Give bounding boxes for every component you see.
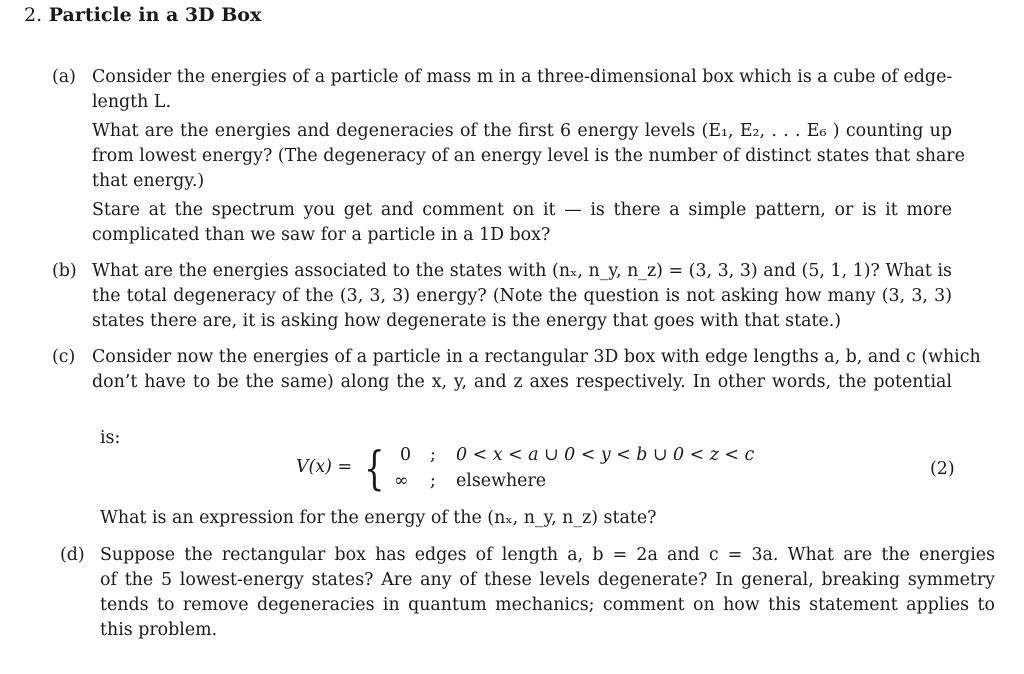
is-label: is: xyxy=(100,428,121,448)
part-a-line: length L. xyxy=(92,92,171,112)
part-b-line: states there are, it is asking how degenerate is the energy that goes with that state.) xyxy=(92,311,842,331)
part-a-line: that energy.) xyxy=(92,171,205,191)
part-b-label: (b) xyxy=(52,261,77,281)
part-c-line: Consider now the energies of a particle in a rectangular 3D box with edge lengths a, b, and c (which xyxy=(92,347,981,367)
equation-row-2-sep: ; xyxy=(430,471,436,491)
equation-row-2-condition: elsewhere xyxy=(456,471,547,491)
equation-row-1-value: 0 xyxy=(400,445,412,465)
problem-title-text: Particle in a 3D Box xyxy=(48,4,262,26)
equation-number: (2) xyxy=(930,459,955,479)
part-a-line: Consider the energies of a particle of mass m in a three-dimensional box which is a cube of edge- xyxy=(92,67,953,87)
part-c-label: (c) xyxy=(52,347,76,367)
part-a-line: Stare at the spectrum you get and comment on it — is there a simple pattern, or is it more xyxy=(92,200,952,220)
part-b-body xyxy=(92,259,952,334)
part-d-line: this problem. xyxy=(100,620,218,640)
part-a-label: (a) xyxy=(52,67,76,87)
part-c-question: What is an expression for the energy of the (nₓ, n_y, n_z) state? xyxy=(100,508,657,528)
equation-row-1-sep: ; xyxy=(430,445,436,465)
part-a-line: complicated than we saw for a particle in a 1D box? xyxy=(92,225,551,245)
equation-row-2-value: ∞ xyxy=(394,471,409,491)
part-a-body xyxy=(92,65,965,248)
part-d-line: tends to remove degeneracies in quantum mechanics; comment on how this statement applies to xyxy=(100,595,995,615)
part-d-line: Suppose the rectangular box has edges of length a, b = 2a and c = 3a. What are the energies xyxy=(100,545,995,565)
part-d-body xyxy=(100,543,995,643)
equation-lhs: V(x) = xyxy=(296,457,353,477)
part-d-label: (d) xyxy=(60,545,85,565)
equation-row-1-condition: 0 < x < a ∪ 0 < y < b ∪ 0 < z < c xyxy=(456,445,755,465)
part-b-line: the total degeneracy of the (3, 3, 3) energy? (Note the question is not asking how many (3, 3, 3) xyxy=(92,286,952,306)
problem-number: 2. xyxy=(24,4,43,26)
equation-brace: { xyxy=(364,441,385,495)
part-d-line: of the 5 lowest-energy states? Are any of these levels degenerate? In general, breaking symmetry xyxy=(100,570,995,590)
part-a-line: What are the energies and degeneracies of the first 6 energy levels (E₁, E₂, . . . E₆ ) counting up xyxy=(92,121,952,141)
part-b-line: What are the energies associated to the states with (nₓ, n_y, n_z) = (3, 3, 3) and (5, 1, 1)? What is xyxy=(92,261,952,281)
part-a-line: from lowest energy? (The degeneracy of an energy level is the number of distinct states that share xyxy=(92,146,965,166)
part-c-body xyxy=(92,345,981,395)
part-c-line: don’t have to be the same) along the x, y, and z axes respectively. In other words, the potential xyxy=(92,372,952,392)
problem-title xyxy=(24,4,261,26)
